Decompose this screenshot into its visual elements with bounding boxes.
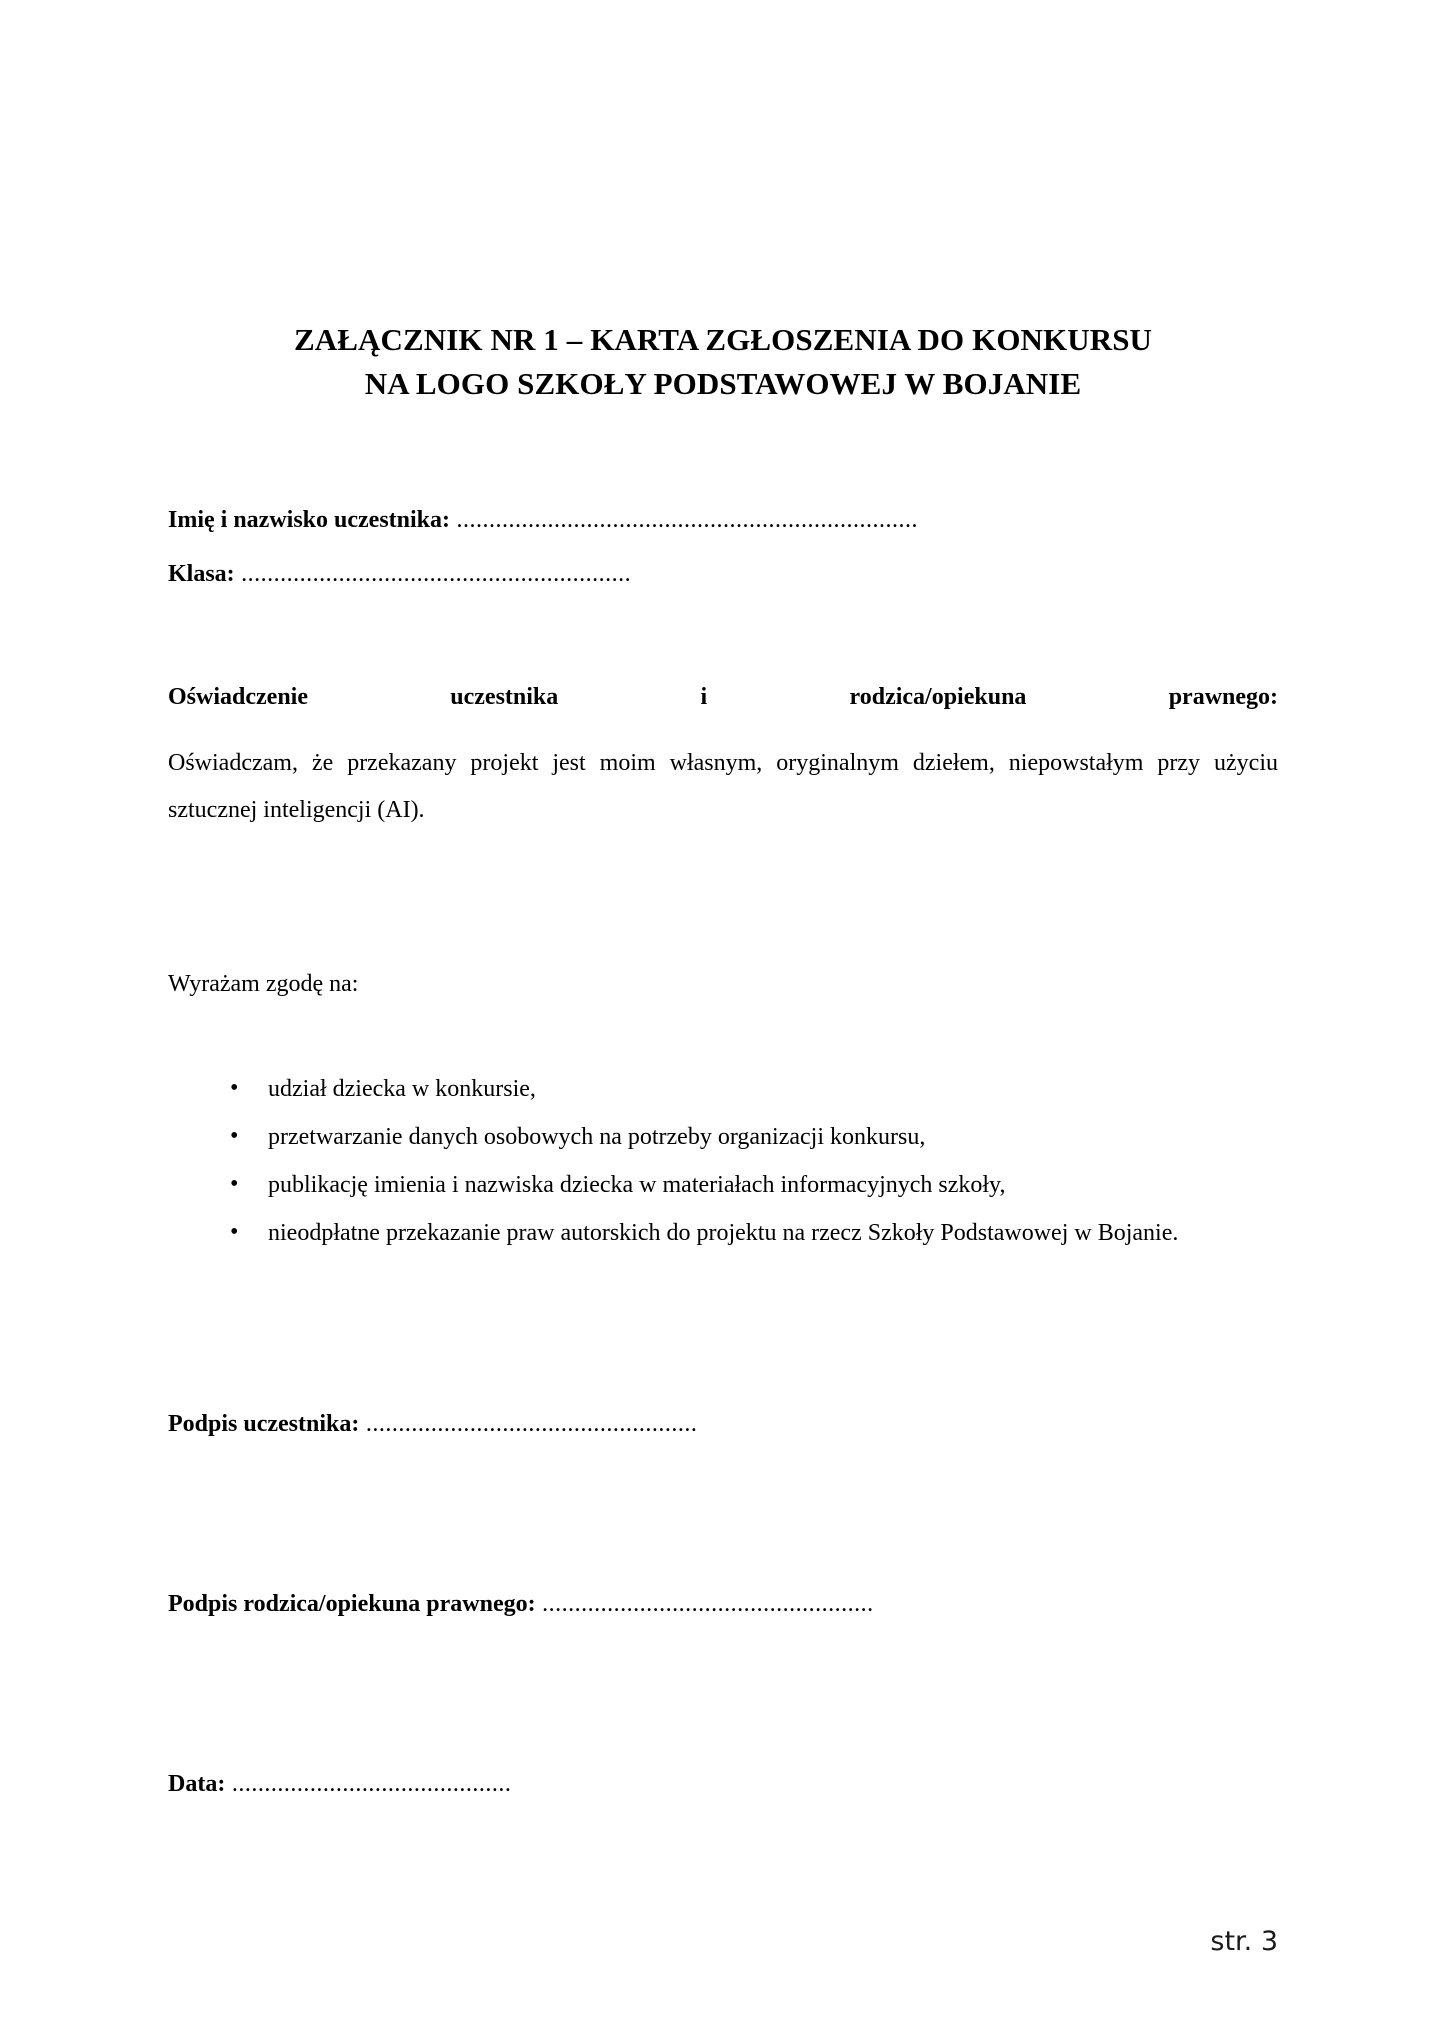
declaration-heading-word-2: uczestnika: [450, 684, 559, 711]
spacer: [168, 468, 1278, 502]
field-date-dots: ...........................................: [225, 1770, 512, 1797]
spacer: [168, 1032, 1278, 1066]
field-class-label: Klasa:: [168, 561, 235, 588]
spacer: [168, 1708, 1278, 1742]
list-item: • publikację imienia i nazwiska dziecka w materiałach informacyjnych szkoły,: [226, 1162, 1278, 1208]
declaration-heading-word-4: rodzica/opiekuna: [849, 684, 1027, 711]
page-number: str. 3: [1210, 1926, 1278, 1957]
declaration-heading-word-5: prawnego:: [1168, 684, 1279, 711]
spacer: [168, 592, 1278, 654]
signature-parent-label: Podpis rodzica/opiekuna prawnego:: [168, 1590, 536, 1617]
declaration-heading-word-1: Oświadczenie: [168, 684, 308, 711]
field-participant-name-dots: .......................................................................: [450, 507, 918, 534]
spacer: [168, 1528, 1278, 1562]
spacer: [168, 920, 1278, 938]
signature-parent-dots: ...................................................: [535, 1590, 874, 1617]
field-date: [168, 1766, 1278, 1802]
signature-parent: [168, 1586, 1278, 1622]
signature-participant: [168, 1406, 1278, 1442]
page-title-line-1: ZAŁĄCZNIK NR 1 – KARTA ZGŁOSZENIA DO KONKURSU: [293, 322, 1153, 357]
spacer: [168, 406, 1278, 468]
spacer: [168, 538, 1278, 556]
document-body: [168, 0, 1278, 1826]
page-title: [168, 318, 1278, 406]
signature-participant-dots: ...................................................: [359, 1410, 698, 1437]
spacer: [168, 1466, 1278, 1528]
signature-participant-label: Podpis uczestnika:: [168, 1410, 360, 1437]
consent-list: [168, 1066, 1278, 1256]
field-class-dots: ............................................................: [234, 561, 632, 588]
declaration-body: Oświadczam, że przekazany projekt jest moim własnym, oryginalnym dziełem, niepowstałym przy użyciu sztucznej inteligencji (AI).: [168, 750, 1278, 824]
field-participant-name: [168, 502, 1278, 538]
page-title-line-2: NA LOGO SZKOŁY PODSTAWOWEJ W BOJANIE: [364, 366, 1082, 402]
declaration-heading-word-3: i: [700, 684, 708, 711]
spacer: [168, 1258, 1278, 1320]
declaration-heading: [168, 678, 1278, 716]
field-date-label: Data:: [168, 1770, 226, 1797]
spacer: [168, 1646, 1278, 1708]
field-participant-name-label: Imię i nazwisko uczestnika:: [168, 507, 450, 534]
list-item: • udział dziecka w konkursie,: [226, 1066, 1278, 1112]
consent-intro: Wyrażam zgodę na:: [168, 971, 359, 998]
list-item: • przetwarzanie danych osobowych na potrzeby organizacji konkursu,: [226, 1114, 1278, 1160]
spacer: [168, 1320, 1278, 1382]
list-item: • nieodpłatne przekazanie praw autorskich do projektu na rzecz Szkoły Podstawowej w Bojanie.: [226, 1210, 1278, 1256]
field-class: [168, 556, 1278, 592]
spacer: [168, 858, 1278, 920]
